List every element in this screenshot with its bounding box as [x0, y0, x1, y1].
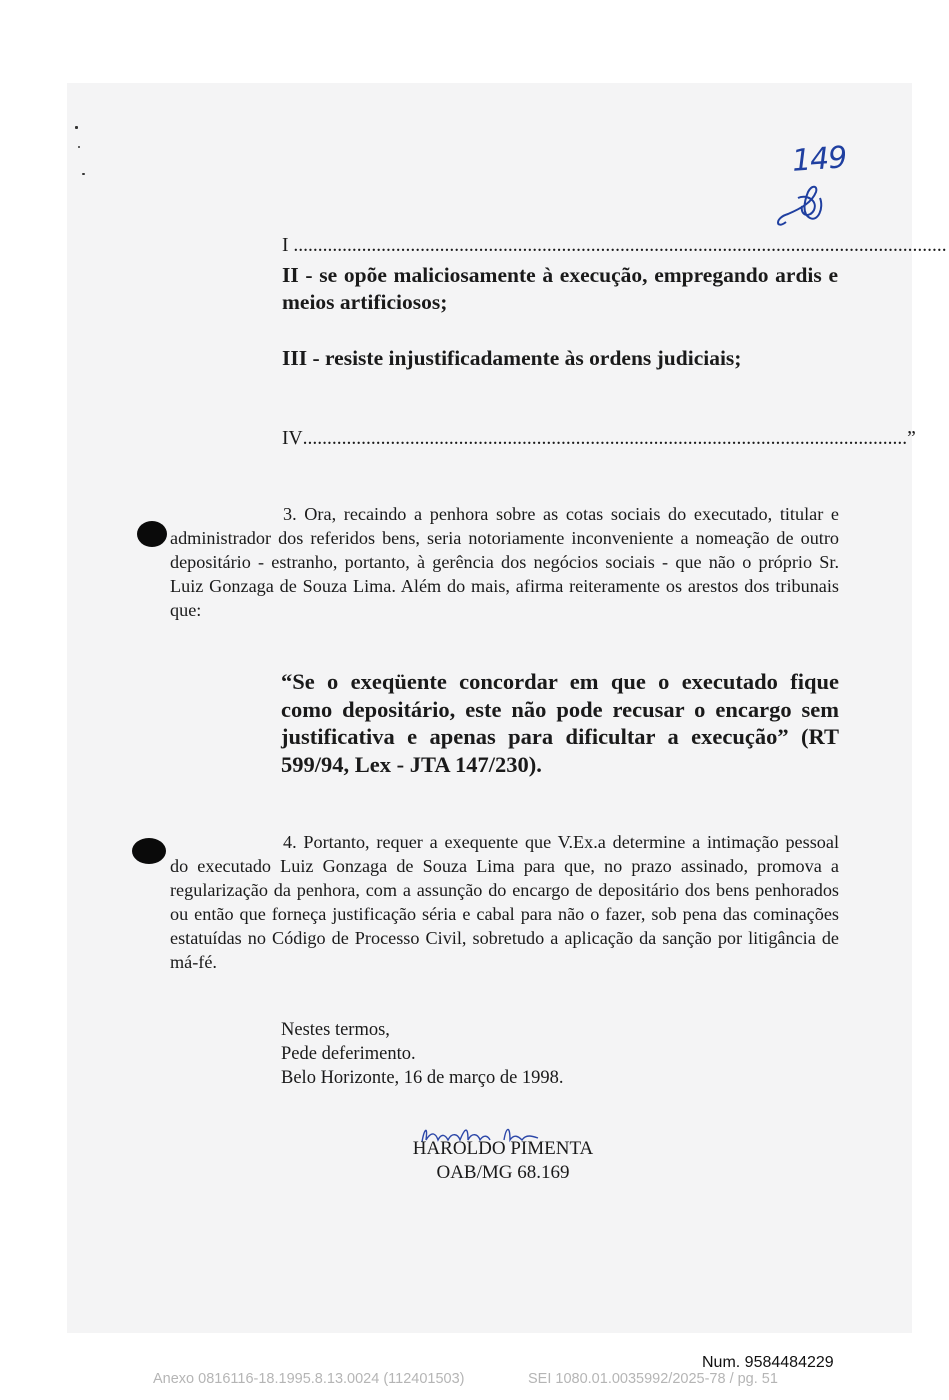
redaction-blot	[137, 521, 167, 547]
list-item-IV-label: IV	[282, 428, 303, 449]
list-item-IV-closing-quote: ”	[907, 428, 916, 449]
scan-speck	[78, 146, 80, 148]
redaction-blot	[132, 838, 166, 864]
scan-speck	[82, 173, 85, 175]
signatory-name: HAROLDO PIMENTA	[412, 1138, 594, 1159]
handwritten-page-number: 149	[790, 140, 848, 179]
closing-line-2: Pede deferimento.	[281, 1044, 416, 1064]
paragraph-3: 3. Ora, recaindo a penhora sobre as cotas sociais do executado, titular e administrador dos referidos bens, seria notoriamente inconveniente a nomeação de outro depositário - estranho, portanto, à gerência dos negócios sociais - que não o próprio Sr. Luiz Gonzaga de Souza Lima. Além do mais, afirma reiteramente os arestos dos tribunais que:	[170, 504, 839, 620]
list-item-III: III - resiste injustificadamente às ordens judiciais;	[282, 346, 742, 370]
closing-line-1: Nestes termos,	[281, 1020, 390, 1040]
sei-reference: SEI 1080.01.0035992/2025-78 / pg. 51	[528, 1371, 778, 1387]
scan-speck	[75, 126, 78, 129]
annex-reference: Anexo 0816116-18.1995.8.13.0024 (112401503)	[153, 1371, 465, 1387]
list-item-II: II - se opõe maliciosamente à execução, empregando ardis e meios artificiosos;	[282, 263, 838, 314]
list-item-I: I ......................................................................................................................................	[282, 235, 947, 256]
closing-place-date: Belo Horizonte, 16 de março de 1998.	[281, 1068, 564, 1088]
signatory-oab: OAB/MG 68.169	[436, 1162, 570, 1183]
jurisprudence-quote: “Se o exeqüente concordar em que o executado fique como depositário, este não pode recusar o encargo sem justificativa e apenas para dificultar a execução” (RT 599/94, Lex - JTA 147/230).	[281, 669, 839, 777]
document-number: Num. 9584484229	[702, 1354, 834, 1371]
rubric-initials-mark	[772, 178, 832, 233]
paragraph-4: 4. Portanto, requer a exequente que V.Ex.a determine a intimação pessoal do executado Luiz Gonzaga de Souza Lima para que, no prazo assinado, promova a regularização da penhora, com a assunção do encargo de depositário dos bens penhorados ou então que forneça justificação séria e cabal para não o fazer, sob pena das cominações estatuídas no Código de Processo Civil, sobretudo a aplicação da sanção por litigância de má-fé.	[170, 832, 839, 972]
list-item-I-label: I	[282, 235, 289, 256]
list-item-IV: IV ............................................................................................................................ ”	[282, 428, 916, 449]
